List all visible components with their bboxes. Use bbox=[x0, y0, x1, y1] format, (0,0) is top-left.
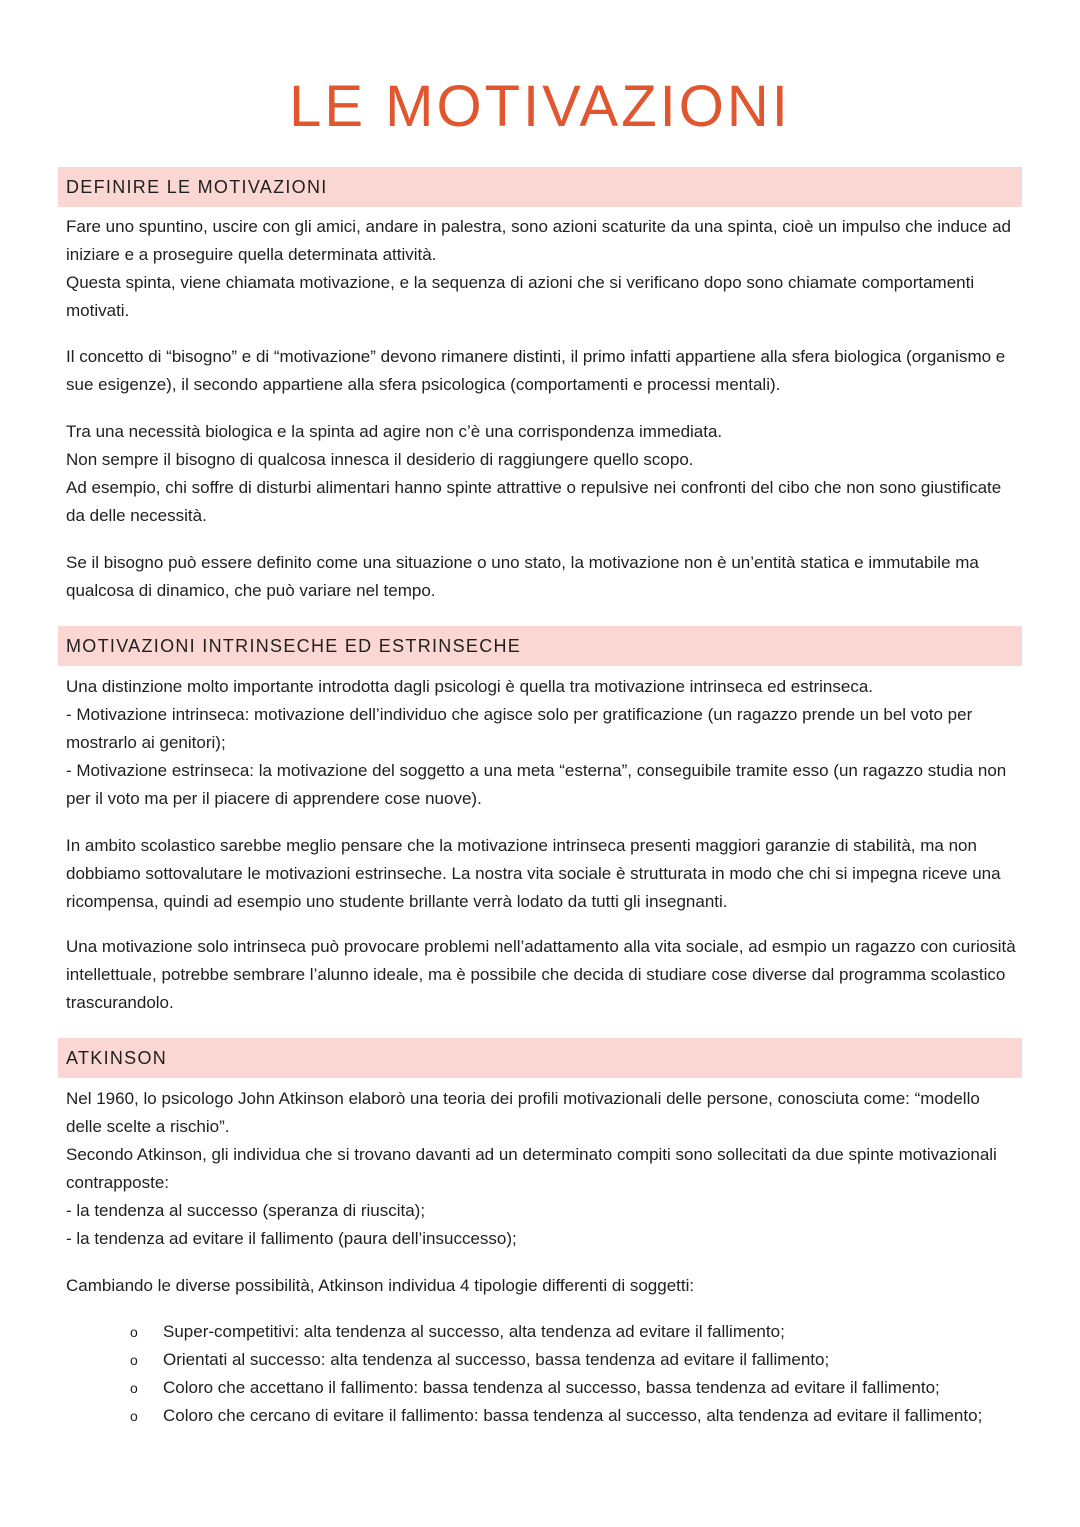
list-item bbox=[130, 1402, 1020, 1430]
paragraph: Ad esempio, chi soffre di disturbi alimentari hanno spinte attrattive o repulsive nei confronti del cibo che non sono giustificate da delle necessità. bbox=[66, 478, 1002, 525]
paragraph: Questa spinta, viene chiamata motivazione, e la sequenza di azioni che si verificano dopo sono chiamate comportamenti motivati. bbox=[66, 273, 975, 320]
paragraph-group bbox=[66, 1272, 1016, 1300]
paragraph: Il concetto di “bisogno” e di “motivazione” devono rimanere distinti, il primo infatti appartiene alla sfera biologica (organismo e sue esigenze), il secondo appartiene alla sfera psicologica (comportamenti e processi mentali). bbox=[66, 347, 1006, 394]
list-item-text: Coloro che cercano di evitare il fallimento: bassa tendenza al successo, alta tendenza ad evitare il fallimento; bbox=[163, 1406, 983, 1425]
list-item bbox=[130, 1346, 1020, 1374]
typology-list bbox=[130, 1318, 1020, 1430]
paragraph: Una distinzione molto importante introdotta dagli psicologi è quella tra motivazione intrinseca ed estrinseca. bbox=[66, 677, 873, 696]
paragraph: Una motivazione solo intrinseca può provocare problemi nell’adattamento alla vita sociale, ad esmpio un ragazzo con curiosità intellettuale, potrebbe sembrare l’alunno ideale, ma è possibile che decida di studiare cose diverse dal programma scolastico trascurandolo. bbox=[66, 937, 1016, 1012]
list-item-text: Super-competitivi: alta tendenza al successo, alta tendenza ad evitare il fallimento; bbox=[163, 1322, 785, 1341]
list-item bbox=[130, 1374, 1020, 1402]
page-title: LE MOTIVAZIONI bbox=[289, 74, 791, 139]
paragraph-group bbox=[66, 832, 1016, 916]
section-heading-definire: DEFINIRE LE MOTIVAZIONI bbox=[58, 167, 1022, 207]
paragraph-group bbox=[66, 418, 1016, 530]
paragraph: Tra una necessità biologica e la spinta ad agire non c’è una corrispondenza immediata. bbox=[66, 422, 723, 441]
bullet-marker: o bbox=[130, 1380, 138, 1396]
paragraph: - Motivazione estrinseca: la motivazione del soggetto a una meta “esterna”, conseguibile tramite esso (un ragazzo studia non per il voto ma per il piacere di apprendere cose nuove). bbox=[66, 761, 1007, 808]
bullet-marker: o bbox=[130, 1408, 138, 1424]
paragraph: Se il bisogno può essere definito come una situazione o uno stato, la motivazione non è un’entità statica e immutabile ma qualcosa di dinamico, che può variare nel tempo. bbox=[66, 553, 979, 600]
paragraph: - la tendenza ad evitare il fallimento (paura dell’insuccesso); bbox=[66, 1229, 517, 1248]
paragraph-group bbox=[66, 1085, 1016, 1253]
paragraph: Secondo Atkinson, gli individua che si trovano davanti ad un determinato compiti sono sollecitati da due spinte motivazionali contrapposte: bbox=[66, 1145, 997, 1192]
paragraph: Non sempre il bisogno di qualcosa innesca il desiderio di raggiungere quello scopo. bbox=[66, 450, 694, 469]
paragraph-group bbox=[66, 673, 1016, 813]
paragraph: Cambiando le diverse possibilità, Atkinson individua 4 tipologie differenti di soggetti: bbox=[66, 1276, 695, 1295]
list-item-text: Coloro che accettano il fallimento: bassa tendenza al successo, bassa tendenza ad evitare il fallimento; bbox=[163, 1378, 940, 1397]
paragraph-group bbox=[66, 213, 1016, 325]
paragraph: - la tendenza al successo (speranza di riuscita); bbox=[66, 1201, 426, 1220]
paragraph: Fare uno spuntino, uscire con gli amici, andare in palestra, sono azioni scaturite da una spinta, cioè un impulso che induce ad iniziare e a proseguire quella determinata attività. bbox=[66, 217, 1012, 264]
bullet-marker: o bbox=[130, 1324, 138, 1340]
paragraph-group bbox=[66, 549, 1016, 605]
paragraph: - Motivazione intrinseca: motivazione dell’individuo che agisce solo per gratificazione (un ragazzo prende un bel voto per mostrarlo ai genitori); bbox=[66, 705, 973, 752]
list-item-text: Orientati al successo: alta tendenza al successo, bassa tendenza ad evitare il fallimento; bbox=[163, 1350, 830, 1369]
paragraph-group bbox=[66, 933, 1016, 1017]
paragraph-group bbox=[66, 343, 1016, 399]
section-heading-atkinson: ATKINSON bbox=[58, 1038, 1022, 1078]
list-item bbox=[130, 1318, 1020, 1346]
bullet-marker: o bbox=[130, 1352, 138, 1368]
paragraph: In ambito scolastico sarebbe meglio pensare che la motivazione intrinseca presenti maggiori garanzie di stabilità, ma non dobbiamo sottovalutare le motivazioni estrinseche. La nostra vita sociale è strutturata in modo che chi si impegna riceve una ricompensa, quindi ad esempio uno studente brillante verrà lodato da tutti gli insegnanti. bbox=[66, 836, 1001, 911]
paragraph: Nel 1960, lo psicologo John Atkinson elaborò una teoria dei profili motivazionali delle persone, conosciuta come: “modello delle scelte a rischio”. bbox=[66, 1089, 980, 1136]
section-heading-intrinseche: MOTIVAZIONI INTRINSECHE ED ESTRINSECHE bbox=[58, 626, 1022, 666]
